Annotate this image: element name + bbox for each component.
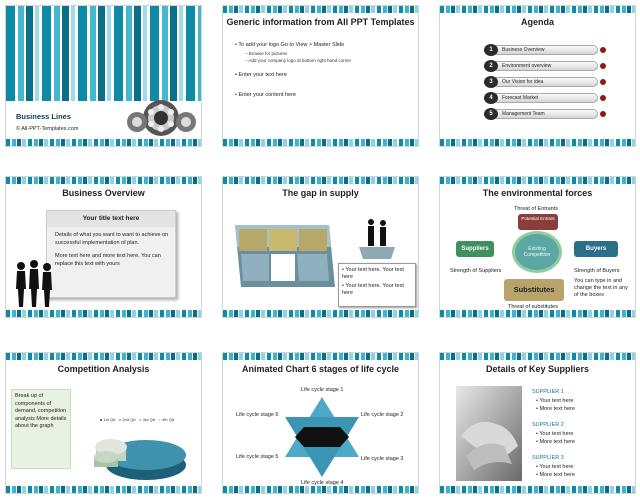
substitutes-box bbox=[504, 279, 564, 301]
footer-stripe bbox=[223, 310, 418, 317]
stage-label: Life cycle stage 4 bbox=[301, 480, 344, 486]
supplier-heading: SUPPLIER 3 bbox=[532, 455, 564, 461]
header-stripe bbox=[440, 177, 635, 184]
slide-thumbnail-8[interactable] bbox=[222, 352, 419, 494]
agenda-number-badge: 3 bbox=[484, 76, 498, 88]
agenda-bullet-icon bbox=[600, 111, 606, 117]
paragraph: More text here and more text here. You can replace this text with yours bbox=[55, 253, 161, 267]
chart-legend: ■ 1st Qtr ■ 2nd Qtr ■ 3rd Qtr ■ 4th Qtr bbox=[100, 417, 175, 422]
supplier-item-text: More text here bbox=[539, 406, 575, 412]
label-strength-suppliers: Strength of Suppliers bbox=[450, 268, 502, 274]
note-box: Break up of components of demand, competition analysis More details about the graph bbox=[11, 389, 71, 469]
sub-bullet-text: Add your company logo at bottom right hand corner bbox=[248, 58, 352, 63]
agenda-item bbox=[484, 92, 606, 104]
stage-label: Life cycle stage 5 bbox=[236, 454, 279, 460]
agenda-label: Environment overview bbox=[502, 63, 552, 69]
bullet: • Enter your text here bbox=[235, 72, 287, 78]
bullet: • To add your logo Go to View > Master Slide bbox=[235, 42, 345, 48]
paragraph: Details of what you want to want to achieve on successful implementation of plan. bbox=[55, 232, 169, 246]
footer-stripe bbox=[6, 486, 201, 493]
potential-entrant-label: Potential Entrant bbox=[521, 216, 555, 221]
footer-stripe bbox=[6, 139, 201, 146]
star-of-david-diagram bbox=[283, 395, 361, 479]
supplier-item-text: Your text here bbox=[539, 431, 574, 437]
box-title: Your title text here bbox=[82, 215, 140, 222]
bullet: • Your text here. Your text here bbox=[342, 283, 404, 296]
agenda-label: Forecast Market bbox=[502, 95, 539, 101]
agenda-number-badge: 5 bbox=[484, 108, 498, 120]
stage-label: Life cycle stage 6 bbox=[236, 412, 279, 418]
slide-title: Competition Analysis bbox=[57, 364, 150, 374]
puzzle-image bbox=[231, 221, 335, 291]
handshake-photo bbox=[456, 386, 522, 481]
header-stripe bbox=[440, 6, 635, 13]
supplier-item: • Your text here bbox=[536, 431, 574, 437]
slide-title: The gap in supply bbox=[282, 188, 359, 198]
agenda-bar bbox=[492, 109, 598, 119]
agenda-item bbox=[484, 76, 606, 88]
footer-stripe bbox=[440, 139, 635, 146]
footer-stripe bbox=[223, 139, 418, 146]
slide-thumbnail-2[interactable] bbox=[222, 5, 419, 147]
label-threat-substitutes: Threat of substitutes bbox=[508, 304, 558, 310]
agenda-label: Management Team bbox=[502, 111, 545, 117]
header-stripe bbox=[223, 177, 418, 184]
slide-thumbnail-9[interactable] bbox=[439, 352, 636, 494]
bullet: • Enter your content here bbox=[235, 92, 296, 98]
footer-stripe bbox=[223, 486, 418, 493]
legend-item: 2nd Qtr bbox=[122, 417, 136, 422]
footer-stripe bbox=[440, 486, 635, 493]
agenda-item bbox=[484, 108, 606, 120]
sub-bullet: – Browse for pictures bbox=[245, 51, 288, 56]
supplier-item: • More text here bbox=[536, 439, 575, 445]
buyers-label: Buyers bbox=[585, 246, 607, 252]
agenda-item bbox=[484, 44, 606, 56]
bullet-text: To add your logo Go to View > Master Slide bbox=[238, 42, 345, 48]
slide-title: Generic information from All PPT Templates bbox=[226, 17, 415, 27]
supplier-item: • Your text here bbox=[536, 464, 574, 470]
note-text: You can type in and change the text in any of the boxes bbox=[574, 278, 628, 298]
slide-title: Business Overview bbox=[62, 188, 145, 198]
slide-title: Agenda bbox=[520, 17, 554, 27]
sub-bullet-text: Browse for pictures bbox=[248, 51, 288, 56]
slide-thumbnail-5[interactable] bbox=[222, 176, 419, 318]
footer-stripe bbox=[440, 310, 635, 317]
people-on-puzzle-image bbox=[355, 217, 399, 261]
potential-entrant-box bbox=[518, 214, 558, 230]
agenda-number-badge: 2 bbox=[484, 60, 498, 72]
agenda-bar bbox=[492, 77, 598, 87]
slide-thumbnail-7[interactable] bbox=[5, 352, 202, 494]
legend-item: 3rd Qtr bbox=[142, 417, 156, 422]
bullet-text: Your text here. Your text here bbox=[342, 267, 404, 280]
agenda-label: Business Overview bbox=[502, 47, 545, 53]
agenda-bullet-icon bbox=[600, 63, 606, 69]
slide-footer: © All-PPT-Templates.com bbox=[16, 126, 79, 132]
supplier-item-text: More text here bbox=[539, 439, 575, 445]
agenda-bar bbox=[492, 61, 598, 71]
existing-competition-circle bbox=[512, 231, 562, 273]
supplier-item-text: Your text here bbox=[539, 398, 574, 404]
bullet-text: Your text here. Your text here bbox=[342, 283, 404, 296]
header-stripe bbox=[440, 353, 635, 360]
suppliers-label: Suppliers bbox=[461, 246, 489, 252]
bullet-text: Enter your content here bbox=[238, 92, 296, 98]
supplier-item-text: Your text here bbox=[539, 464, 574, 470]
supplier-item-text: More text here bbox=[539, 472, 575, 478]
stage-label: Life cycle stage 3 bbox=[361, 456, 404, 462]
agenda-item bbox=[484, 60, 606, 72]
sub-bullet: – Add your company logo at bottom right hand corner bbox=[245, 58, 352, 63]
slide-title: Business Lines bbox=[16, 112, 72, 121]
text-box bbox=[338, 263, 416, 307]
agenda-bullet-icon bbox=[600, 95, 606, 101]
footer-stripe bbox=[6, 310, 201, 317]
stage-label: Life cycle stage 2 bbox=[361, 412, 404, 418]
header-stripe bbox=[223, 6, 418, 13]
slide-title: The environmental forces bbox=[482, 188, 593, 198]
supplier-item: • More text here bbox=[536, 406, 575, 412]
agenda-number-badge: 1 bbox=[484, 44, 498, 56]
agenda-number-badge: 4 bbox=[484, 92, 498, 104]
label-threat-entrants: Threat of Entrants bbox=[514, 206, 559, 212]
legend-item: 4th Qtr bbox=[162, 417, 175, 422]
slide-title: Animated Chart 6 stages of life cycle bbox=[241, 364, 400, 374]
label-strength-buyers: Strength of Buyers bbox=[574, 268, 620, 274]
header-stripe bbox=[6, 177, 201, 184]
stripe-background bbox=[6, 6, 201, 101]
slide-thumbnail-1[interactable] bbox=[5, 5, 202, 147]
buyers-box bbox=[574, 241, 618, 257]
slide-title: Details of Key Suppliers bbox=[485, 364, 590, 374]
agenda-bullet-icon bbox=[600, 47, 606, 53]
supplier-heading: SUPPLIER 2 bbox=[532, 422, 564, 428]
stage-label: Life cycle stage 1 bbox=[301, 387, 344, 393]
header-stripe bbox=[6, 353, 201, 360]
bearing-image bbox=[124, 98, 198, 140]
existing-competition-label: Existing Competition bbox=[523, 246, 551, 258]
header-stripe bbox=[223, 353, 418, 360]
agenda-bar bbox=[492, 45, 598, 55]
substitutes-label: Substitutes bbox=[513, 285, 555, 294]
slide-thumbnail-6[interactable] bbox=[439, 176, 636, 318]
agenda-label: Our Vision for idea bbox=[502, 79, 544, 85]
people-silhouette-image bbox=[14, 259, 56, 309]
bullet: • Your text here. Your text here bbox=[342, 267, 404, 280]
agenda-bar bbox=[492, 93, 598, 103]
slide-thumbnail-4[interactable] bbox=[5, 176, 202, 318]
bullet-text: Enter your text here bbox=[238, 72, 287, 78]
legend-item: 1st Qtr bbox=[103, 417, 116, 422]
supplier-item: • Your text here bbox=[536, 398, 574, 404]
agenda-bullet-icon bbox=[600, 79, 606, 85]
slide-thumbnail-3[interactable] bbox=[439, 5, 636, 147]
suppliers-box bbox=[456, 241, 494, 257]
supplier-item: • More text here bbox=[536, 472, 575, 478]
supplier-heading: SUPPLIER 1 bbox=[532, 389, 564, 395]
text-box bbox=[46, 210, 176, 298]
pie-chart-image bbox=[86, 425, 191, 487]
text-box-header bbox=[47, 211, 175, 227]
